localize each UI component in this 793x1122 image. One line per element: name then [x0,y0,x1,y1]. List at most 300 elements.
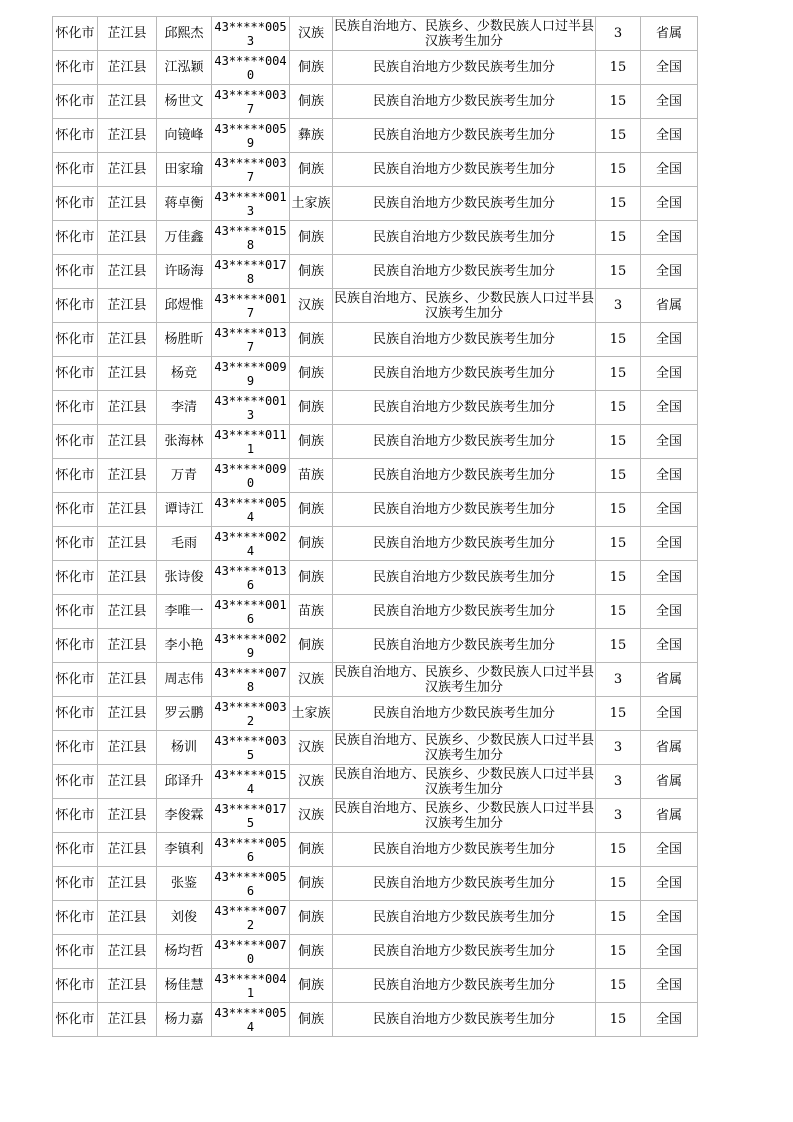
id-number-top: 43*****015 [214,223,287,238]
id-number-bottom: 7 [246,305,255,320]
id-number-bottom: 0 [246,67,255,82]
scope-cell: 全国 [641,323,698,357]
name-cell: 杨训 [157,731,212,765]
bonus-reason-cell: 民族自治地方少数民族考生加分 [333,935,596,969]
bonus-reason-cell: 民族自治地方少数民族考生加分 [333,459,596,493]
id-number-cell [212,765,290,799]
ethnicity-cell: 侗族 [290,969,333,1003]
ethnicity-cell: 侗族 [290,153,333,187]
id-number-bottom: 8 [246,679,255,694]
ethnicity-cell: 汉族 [290,731,333,765]
city-cell: 怀化市 [53,901,98,935]
bonus-points-cell: 15 [596,323,641,357]
name-cell: 杨佳慧 [157,969,212,1003]
bonus-points-cell: 15 [596,357,641,391]
id-number-bottom: 7 [246,339,255,354]
id-number-cell [212,493,290,527]
table-row [53,867,698,901]
city-cell: 怀化市 [53,187,98,221]
id-number-top: 43*****007 [214,903,287,918]
bonus-points-cell: 3 [596,799,641,833]
county-cell: 芷江县 [98,255,157,289]
bonus-points-cell: 15 [596,1003,641,1037]
scope-cell: 全国 [641,629,698,663]
ethnicity-cell: 彝族 [290,119,333,153]
id-number-bottom: 4 [246,1019,255,1034]
bonus-reason-cell: 民族自治地方少数民族考生加分 [333,323,596,357]
city-cell: 怀化市 [53,1003,98,1037]
county-cell: 芷江县 [98,391,157,425]
id-number-cell [212,255,290,289]
county-cell: 芷江县 [98,935,157,969]
scope-cell: 省属 [641,799,698,833]
ethnicity-cell: 侗族 [290,1003,333,1037]
ethnicity-cell: 汉族 [290,799,333,833]
bonus-reason-cell: 民族自治地方少数民族考生加分 [333,221,596,255]
id-number-bottom: 6 [246,849,255,864]
table-row [53,799,698,833]
bonus-reason-cell: 民族自治地方少数民族考生加分 [333,901,596,935]
table-row [53,289,698,323]
id-number-bottom: 9 [246,645,255,660]
ethnicity-cell: 侗族 [290,255,333,289]
county-cell: 芷江县 [98,323,157,357]
id-number-top: 43*****007 [214,665,287,680]
bonus-points-cell: 3 [596,765,641,799]
county-cell: 芷江县 [98,969,157,1003]
bonus-reason-cell: 民族自治地方、民族乡、少数民族人口过半县汉族考生加分 [333,800,594,831]
id-number-top: 43*****013 [214,563,287,578]
city-cell: 怀化市 [53,765,98,799]
id-number-cell [212,629,290,663]
bonus-points-cell: 3 [596,289,641,323]
name-cell: 罗云鹏 [157,697,212,731]
table-row [53,17,698,51]
id-number-cell [212,187,290,221]
scope-cell: 全国 [641,493,698,527]
bonus-points-cell: 15 [596,493,641,527]
ethnicity-cell: 侗族 [290,629,333,663]
county-cell: 芷江县 [98,867,157,901]
id-number-bottom: 4 [246,781,255,796]
scope-cell: 全国 [641,255,698,289]
bonus-points-cell: 15 [596,391,641,425]
bonus-reason-cell: 民族自治地方少数民族考生加分 [333,153,596,187]
city-cell: 怀化市 [53,799,98,833]
city-cell: 怀化市 [53,153,98,187]
county-cell: 芷江县 [98,833,157,867]
bonus-reason-cell: 民族自治地方、民族乡、少数民族人口过半县汉族考生加分 [333,18,594,49]
table-row [53,459,698,493]
id-number-bottom: 8 [246,237,255,252]
bonus-reason-cell: 民族自治地方少数民族考生加分 [333,51,596,85]
id-number-cell [212,357,290,391]
city-cell: 怀化市 [53,391,98,425]
scope-cell: 全国 [641,1003,698,1037]
table-row [53,119,698,153]
id-number-cell [212,799,290,833]
scope-cell: 省属 [641,17,698,51]
bonus-reason-cell: 民族自治地方少数民族考生加分 [333,527,596,561]
id-number-top: 43*****009 [214,461,287,476]
scope-cell: 全国 [641,85,698,119]
table-row [53,969,698,1003]
id-number-bottom: 6 [246,611,255,626]
city-cell: 怀化市 [53,867,98,901]
name-cell: 邱熙杰 [157,17,212,51]
id-number-top: 43*****003 [214,699,287,714]
scope-cell: 全国 [641,221,698,255]
id-number-top: 43*****005 [214,1005,287,1020]
county-cell: 芷江县 [98,1003,157,1037]
id-number-bottom: 3 [246,407,255,422]
county-cell: 芷江县 [98,527,157,561]
ethnicity-cell: 侗族 [290,901,333,935]
bonus-reason-cell: 民族自治地方少数民族考生加分 [333,357,596,391]
bonus-reason-cell: 民族自治地方少数民族考生加分 [333,119,596,153]
scope-cell: 全国 [641,51,698,85]
table-row [53,901,698,935]
bonus-points-cell: 15 [596,527,641,561]
county-cell: 芷江县 [98,17,157,51]
name-cell: 杨世文 [157,85,212,119]
scope-cell: 全国 [641,357,698,391]
city-cell: 怀化市 [53,833,98,867]
bonus-points-cell: 15 [596,119,641,153]
id-number-cell [212,391,290,425]
name-cell: 谭诗江 [157,493,212,527]
id-number-cell [212,561,290,595]
name-cell: 张诗俊 [157,561,212,595]
id-number-bottom: 6 [246,883,255,898]
bonus-points-cell: 15 [596,425,641,459]
scope-cell: 全国 [641,935,698,969]
table-row [53,391,698,425]
id-number-cell [212,221,290,255]
id-number-cell [212,867,290,901]
ethnicity-cell: 汉族 [290,17,333,51]
bonus-points-cell: 3 [596,731,641,765]
id-number-bottom: 2 [246,713,255,728]
bonus-reason-cell: 民族自治地方少数民族考生加分 [333,561,596,595]
name-cell: 万青 [157,459,212,493]
table-row [53,697,698,731]
bonus-points-cell: 15 [596,459,641,493]
id-number-top: 43*****005 [214,121,287,136]
id-number-bottom: 9 [246,135,255,150]
id-number-bottom: 6 [246,577,255,592]
ethnicity-cell: 侗族 [290,85,333,119]
table-row [53,187,698,221]
bonus-points-cell: 15 [596,255,641,289]
id-number-top: 43*****003 [214,155,287,170]
id-number-bottom: 5 [246,815,255,830]
id-number-cell [212,901,290,935]
ethnicity-cell: 苗族 [290,459,333,493]
scope-cell: 省属 [641,663,698,697]
city-cell: 怀化市 [53,527,98,561]
city-cell: 怀化市 [53,289,98,323]
name-cell: 蒋卓衡 [157,187,212,221]
name-cell: 杨胜昕 [157,323,212,357]
county-cell: 芷江县 [98,901,157,935]
id-number-cell [212,731,290,765]
bonus-reason-cell: 民族自治地方少数民族考生加分 [333,629,596,663]
scope-cell: 全国 [641,595,698,629]
scope-cell: 全国 [641,969,698,1003]
id-number-top: 43*****005 [214,835,287,850]
table-row [53,323,698,357]
ethnicity-cell: 侗族 [290,221,333,255]
name-cell: 刘俊 [157,901,212,935]
scope-cell: 省属 [641,731,698,765]
bonus-points-cell: 15 [596,969,641,1003]
id-number-bottom: 1 [246,441,255,456]
table-row [53,425,698,459]
bonus-points-cell: 3 [596,17,641,51]
id-number-cell [212,527,290,561]
id-number-top: 43*****005 [214,495,287,510]
id-number-cell [212,663,290,697]
county-cell: 芷江县 [98,153,157,187]
table-row [53,731,698,765]
county-cell: 芷江县 [98,799,157,833]
id-number-top: 43*****001 [214,597,287,612]
table-row [53,357,698,391]
bonus-reason-cell: 民族自治地方少数民族考生加分 [333,697,596,731]
id-number-cell [212,697,290,731]
city-cell: 怀化市 [53,663,98,697]
scope-cell: 全国 [641,867,698,901]
table-row [53,493,698,527]
table-row [53,527,698,561]
id-number-top: 43*****017 [214,801,287,816]
county-cell: 芷江县 [98,51,157,85]
ethnicity-cell: 侗族 [290,561,333,595]
id-number-top: 43*****002 [214,529,287,544]
bonus-reason-cell: 民族自治地方少数民族考生加分 [333,1003,596,1037]
city-cell: 怀化市 [53,85,98,119]
bonus-reason-cell: 民族自治地方少数民族考生加分 [333,493,596,527]
scope-cell: 全国 [641,459,698,493]
id-number-cell [212,153,290,187]
name-cell: 江泓颖 [157,51,212,85]
name-cell: 田家瑜 [157,153,212,187]
ethnicity-cell: 土家族 [290,697,333,731]
id-number-bottom: 3 [246,203,255,218]
bonus-reason-cell: 民族自治地方少数民族考生加分 [333,833,596,867]
ethnicity-cell: 土家族 [290,187,333,221]
county-cell: 芷江县 [98,85,157,119]
name-cell: 周志伟 [157,663,212,697]
bonus-reason-cell: 民族自治地方少数民族考生加分 [333,391,596,425]
county-cell: 芷江县 [98,357,157,391]
id-number-top: 43*****004 [214,971,287,986]
ethnicity-cell: 汉族 [290,289,333,323]
bonus-points-table [52,16,698,1037]
id-number-bottom: 0 [246,475,255,490]
id-number-bottom: 0 [246,951,255,966]
bonus-points-cell: 3 [596,663,641,697]
scope-cell: 全国 [641,901,698,935]
bonus-points-cell: 15 [596,153,641,187]
county-cell: 芷江县 [98,119,157,153]
bonus-points-cell: 15 [596,867,641,901]
city-cell: 怀化市 [53,425,98,459]
scope-cell: 全国 [641,833,698,867]
table-row [53,85,698,119]
city-cell: 怀化市 [53,357,98,391]
bonus-points-cell: 15 [596,697,641,731]
id-number-bottom: 9 [246,373,255,388]
bonus-reason-cell: 民族自治地方少数民族考生加分 [333,425,596,459]
ethnicity-cell: 侗族 [290,867,333,901]
bonus-reason-cell: 民族自治地方少数民族考生加分 [333,969,596,1003]
id-number-bottom: 2 [246,917,255,932]
table-row [53,153,698,187]
id-number-bottom: 8 [246,271,255,286]
id-number-top: 43*****007 [214,937,287,952]
county-cell: 芷江县 [98,187,157,221]
bonus-points-cell: 15 [596,561,641,595]
table-row [53,561,698,595]
ethnicity-cell: 苗族 [290,595,333,629]
city-cell: 怀化市 [53,255,98,289]
scope-cell: 全国 [641,187,698,221]
bonus-reason-cell: 民族自治地方、民族乡、少数民族人口过半县汉族考生加分 [333,290,594,321]
id-number-cell [212,119,290,153]
id-number-cell [212,289,290,323]
table-body [53,17,698,1037]
city-cell: 怀化市 [53,935,98,969]
scope-cell: 全国 [641,697,698,731]
city-cell: 怀化市 [53,731,98,765]
name-cell: 李唯一 [157,595,212,629]
bonus-reason-cell: 民族自治地方少数民族考生加分 [333,255,596,289]
city-cell: 怀化市 [53,119,98,153]
id-number-bottom: 4 [246,543,255,558]
bonus-reason-cell: 民族自治地方少数民族考生加分 [333,85,596,119]
table-row [53,1003,698,1037]
ethnicity-cell: 侗族 [290,391,333,425]
id-number-cell [212,425,290,459]
ethnicity-cell: 汉族 [290,765,333,799]
bonus-reason-cell: 民族自治地方少数民族考生加分 [333,867,596,901]
id-number-top: 43*****005 [214,869,287,884]
bonus-reason-cell: 民族自治地方少数民族考生加分 [333,595,596,629]
id-number-top: 43*****004 [214,53,287,68]
bonus-points-cell: 15 [596,629,641,663]
id-number-top: 43*****005 [214,19,287,34]
ethnicity-cell: 侗族 [290,425,333,459]
bonus-reason-cell: 民族自治地方少数民族考生加分 [333,187,596,221]
name-cell: 张海林 [157,425,212,459]
name-cell: 邱煜惟 [157,289,212,323]
city-cell: 怀化市 [53,51,98,85]
name-cell: 杨均哲 [157,935,212,969]
ethnicity-cell: 汉族 [290,663,333,697]
county-cell: 芷江县 [98,765,157,799]
scope-cell: 全国 [641,561,698,595]
table-row [53,663,698,697]
name-cell: 李小艳 [157,629,212,663]
id-number-cell [212,459,290,493]
ethnicity-cell: 侗族 [290,493,333,527]
city-cell: 怀化市 [53,595,98,629]
name-cell: 杨力嘉 [157,1003,212,1037]
county-cell: 芷江县 [98,493,157,527]
table-row [53,51,698,85]
scope-cell: 省属 [641,765,698,799]
bonus-points-cell: 15 [596,51,641,85]
bonus-reason-cell: 民族自治地方、民族乡、少数民族人口过半县汉族考生加分 [333,732,594,763]
ethnicity-cell: 侗族 [290,51,333,85]
scope-cell: 全国 [641,119,698,153]
city-cell: 怀化市 [53,493,98,527]
county-cell: 芷江县 [98,221,157,255]
id-number-cell [212,51,290,85]
bonus-points-cell: 15 [596,833,641,867]
county-cell: 芷江县 [98,425,157,459]
ethnicity-cell: 侗族 [290,323,333,357]
bonus-points-cell: 15 [596,595,641,629]
county-cell: 芷江县 [98,663,157,697]
city-cell: 怀化市 [53,969,98,1003]
ethnicity-cell: 侗族 [290,357,333,391]
table-row [53,221,698,255]
county-cell: 芷江县 [98,561,157,595]
id-number-top: 43*****015 [214,767,287,782]
id-number-top: 43*****003 [214,733,287,748]
bonus-points-cell: 15 [596,187,641,221]
name-cell: 毛雨 [157,527,212,561]
id-number-bottom: 1 [246,985,255,1000]
name-cell: 李俊霖 [157,799,212,833]
id-number-bottom: 3 [246,33,255,48]
county-cell: 芷江县 [98,595,157,629]
id-number-bottom: 4 [246,509,255,524]
table-row [53,595,698,629]
table-row [53,935,698,969]
id-number-top: 43*****001 [214,291,287,306]
id-number-top: 43*****002 [214,631,287,646]
county-cell: 芷江县 [98,697,157,731]
table-row [53,629,698,663]
bonus-points-cell: 15 [596,935,641,969]
id-number-cell [212,935,290,969]
scope-cell: 全国 [641,527,698,561]
county-cell: 芷江县 [98,459,157,493]
name-cell: 李清 [157,391,212,425]
id-number-top: 43*****009 [214,359,287,374]
id-number-bottom: 5 [246,747,255,762]
city-cell: 怀化市 [53,221,98,255]
city-cell: 怀化市 [53,697,98,731]
county-cell: 芷江县 [98,731,157,765]
name-cell: 万佳鑫 [157,221,212,255]
name-cell: 张鉴 [157,867,212,901]
id-number-cell [212,85,290,119]
id-number-top: 43*****003 [214,87,287,102]
id-number-top: 43*****017 [214,257,287,272]
name-cell: 杨竞 [157,357,212,391]
name-cell: 许旸海 [157,255,212,289]
county-cell: 芷江县 [98,629,157,663]
bonus-points-cell: 15 [596,901,641,935]
scope-cell: 全国 [641,391,698,425]
name-cell: 李镇利 [157,833,212,867]
table-row [53,833,698,867]
